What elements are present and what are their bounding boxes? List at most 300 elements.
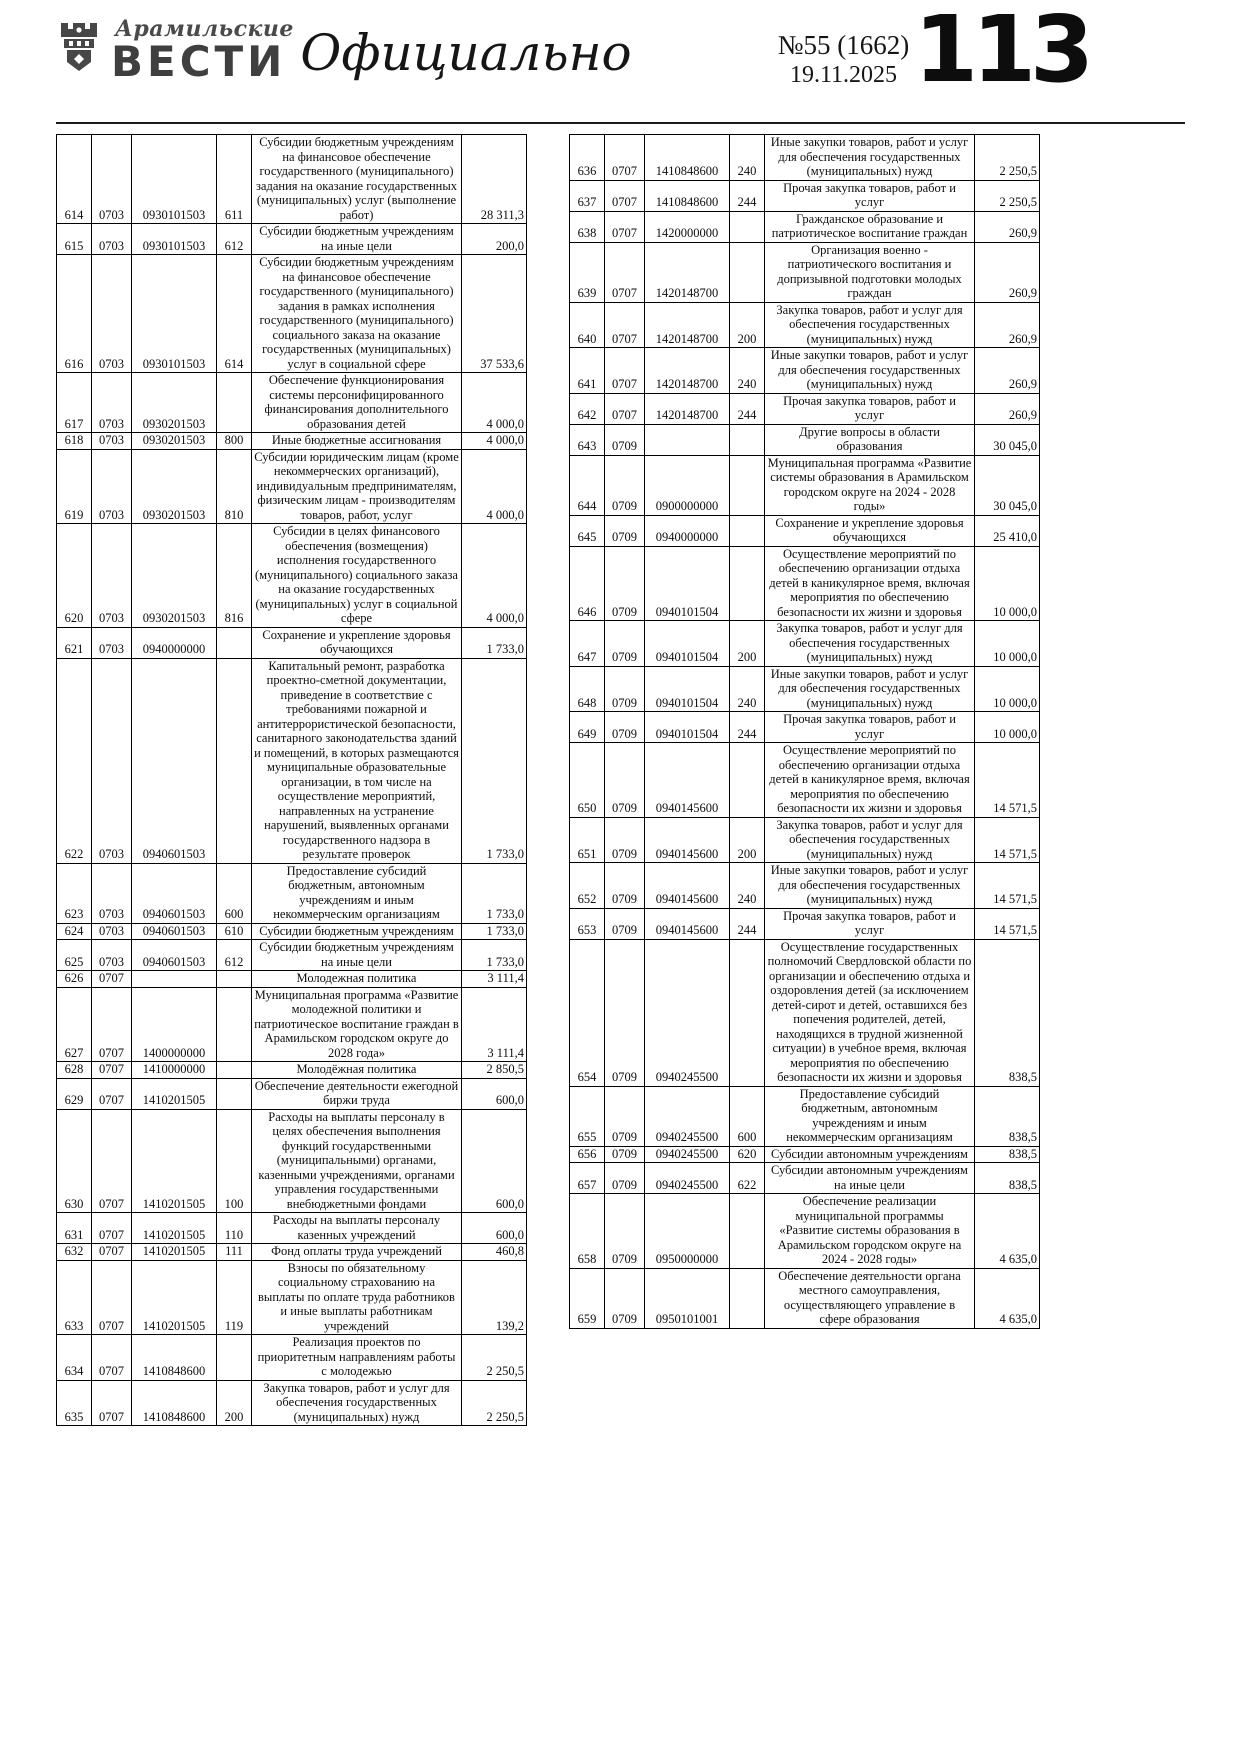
cell-name: Муниципальная программа «Развитие молодежной политики и патриотическое воспитание граждан в Арамильском городском округе до 2028 года» — [252, 987, 462, 1062]
table-row — [57, 373, 527, 433]
cell-typ — [217, 658, 252, 863]
cell-name: Предоставление субсидий бюджетным, автономным учреждениям и иным некоммерческим организациям — [765, 1086, 975, 1146]
cell-typ — [730, 515, 765, 546]
cell-typ — [217, 627, 252, 658]
cell-typ — [730, 455, 765, 515]
table-row — [57, 923, 527, 940]
cell-num: 651 — [570, 817, 605, 863]
cell-tgt: 0940101504 — [645, 712, 730, 743]
cell-typ — [730, 242, 765, 302]
cell-name: Субсидии бюджетным учреждениям на иные цели — [252, 224, 462, 255]
cell-tgt: 0940601503 — [132, 940, 217, 971]
cell-tgt: 0940145600 — [645, 908, 730, 939]
cell-tgt: 1420000000 — [645, 211, 730, 242]
cell-num: 635 — [57, 1380, 92, 1426]
cell-tgt: 1410201505 — [132, 1078, 217, 1109]
cell-name: Расходы на выплаты персоналу в целях обеспечения выполнения функций государственными (муниципальными) органами, казенными учреждениями, органами управления государственными внебюджетными фондами — [252, 1109, 462, 1213]
table-row — [570, 242, 1040, 302]
cell-typ: 614 — [217, 255, 252, 373]
table-row — [570, 1146, 1040, 1163]
cell-sec: 0703 — [92, 255, 132, 373]
cell-amount: 10 000,0 — [975, 666, 1040, 712]
cell-amount: 1 733,0 — [462, 940, 527, 971]
cell-typ: 611 — [217, 135, 252, 224]
table-row — [57, 1078, 527, 1109]
cell-name: Закупка товаров, работ и услуг для обеспечения государственных (муниципальных) нужд — [765, 621, 975, 667]
cell-num: 624 — [57, 923, 92, 940]
cell-tgt — [645, 424, 730, 455]
cell-amount: 838,5 — [975, 939, 1040, 1086]
cell-sec: 0707 — [92, 1109, 132, 1213]
cell-num: 629 — [57, 1078, 92, 1109]
table-row — [57, 1380, 527, 1426]
cell-amount: 4 000,0 — [462, 373, 527, 433]
cell-tgt: 0940601503 — [132, 863, 217, 923]
cell-amount: 260,9 — [975, 242, 1040, 302]
cell-name: Субсидии бюджетным учреждениям — [252, 923, 462, 940]
cell-amount: 14 571,5 — [975, 908, 1040, 939]
cell-tgt: 0940101504 — [645, 666, 730, 712]
cell-sec: 0709 — [605, 863, 645, 909]
cell-num: 641 — [570, 348, 605, 394]
cell-amount: 1 733,0 — [462, 863, 527, 923]
cell-tgt: 0940245500 — [645, 1086, 730, 1146]
issue-number: №55 (1662) — [777, 30, 910, 60]
cell-sec: 0707 — [605, 135, 645, 181]
cell-typ: 200 — [730, 621, 765, 667]
cell-typ: 612 — [217, 940, 252, 971]
cell-amount: 260,9 — [975, 211, 1040, 242]
cell-sec: 0709 — [605, 1146, 645, 1163]
cell-name: Сохранение и укрепление здоровья обучающихся — [252, 627, 462, 658]
cell-tgt: 1410000000 — [132, 1062, 217, 1079]
cell-sec: 0709 — [605, 621, 645, 667]
cell-typ: 200 — [730, 817, 765, 863]
cell-sec: 0703 — [92, 224, 132, 255]
cell-sec: 0707 — [92, 1062, 132, 1079]
cell-name: Молодёжная политика — [252, 1062, 462, 1079]
cell-amount: 14 571,5 — [975, 743, 1040, 818]
cell-sec: 0703 — [92, 627, 132, 658]
table-row — [57, 135, 527, 224]
cell-tgt: 0940145600 — [645, 863, 730, 909]
cell-sec: 0707 — [605, 302, 645, 348]
cell-name: Осуществление государственных полномочий Свердловской области по организации и обеспечению отдыха и оздоровления детей (за исключением детей-сирот и детей, оставшихся без попечения родителей, детей, находящихся в трудной жизненной ситуации) в учебное время, включая мероприятия по обеспечению безопасности их жизни и здоровья — [765, 939, 975, 1086]
cell-num: 649 — [570, 712, 605, 743]
cell-name: Фонд оплаты труда учреждений — [252, 1244, 462, 1261]
cell-tgt: 0940245500 — [645, 1163, 730, 1194]
cell-name: Субсидии юридическим лицам (кроме некоммерческих организаций), индивидуальным предпринимателям, физическим лицам - производителям товаров, работ, услуг — [252, 449, 462, 524]
cell-name: Закупка товаров, работ и услуг для обеспечения государственных (муниципальных) нужд — [252, 1380, 462, 1426]
cell-typ: 600 — [217, 863, 252, 923]
cell-num: 659 — [570, 1268, 605, 1328]
section-title: Официально — [300, 24, 632, 82]
cell-name: Субсидии в целях финансового обеспечения (возмещения) исполнения государственного (муниципального) социального заказа на оказание государственных (муниципальных) услуг в социальной сфере — [252, 524, 462, 628]
cell-tgt: 1420148700 — [645, 302, 730, 348]
cell-typ — [217, 373, 252, 433]
cell-tgt: 0900000000 — [645, 455, 730, 515]
cell-typ: 810 — [217, 449, 252, 524]
cell-name: Прочая закупка товаров, работ и услуг — [765, 712, 975, 743]
cell-name: Сохранение и укрепление здоровья обучающихся — [765, 515, 975, 546]
cell-name: Субсидии автономным учреждениям на иные цели — [765, 1163, 975, 1194]
cell-sec: 0709 — [605, 546, 645, 621]
cell-typ — [217, 1078, 252, 1109]
cell-amount: 10 000,0 — [975, 621, 1040, 667]
table-row — [57, 433, 527, 450]
cell-tgt: 0940101504 — [645, 546, 730, 621]
cell-num: 656 — [570, 1146, 605, 1163]
cell-num: 631 — [57, 1213, 92, 1244]
cell-name: Обеспечение реализации муниципальной программы «Развитие системы образования в Арамильском городском округе на 2024 - 2028 годы» — [765, 1194, 975, 1269]
cell-num: 637 — [570, 180, 605, 211]
cell-typ: 600 — [730, 1086, 765, 1146]
cell-tgt: 1400000000 — [132, 987, 217, 1062]
cell-amount: 3 111,4 — [462, 971, 527, 988]
cell-sec: 0709 — [605, 515, 645, 546]
cell-amount: 2 850,5 — [462, 1062, 527, 1079]
cell-tgt: 1410848600 — [132, 1380, 217, 1426]
cell-name: Обеспечение функционирования системы персонифицированного финансирования дополнительного образования детей — [252, 373, 462, 433]
cell-tgt: 0940601503 — [132, 658, 217, 863]
cell-typ — [217, 987, 252, 1062]
cell-tgt: 1410201505 — [132, 1260, 217, 1335]
cell-name: Расходы на выплаты персоналу казенных учреждений — [252, 1213, 462, 1244]
cell-sec: 0709 — [605, 424, 645, 455]
cell-tgt: 0950000000 — [645, 1194, 730, 1269]
cell-typ: 622 — [730, 1163, 765, 1194]
cell-amount: 200,0 — [462, 224, 527, 255]
cell-amount: 4 635,0 — [975, 1268, 1040, 1328]
brand-name-top: Арамильские — [115, 16, 294, 42]
cell-tgt: 1420148700 — [645, 393, 730, 424]
cell-num: 643 — [570, 424, 605, 455]
cell-typ: 244 — [730, 908, 765, 939]
cell-amount: 838,5 — [975, 1086, 1040, 1146]
cell-typ: 240 — [730, 666, 765, 712]
table-row — [570, 455, 1040, 515]
cell-amount: 10 000,0 — [975, 712, 1040, 743]
cell-num: 654 — [570, 939, 605, 1086]
cell-amount: 25 410,0 — [975, 515, 1040, 546]
cell-typ — [730, 743, 765, 818]
cell-sec: 0707 — [92, 1335, 132, 1381]
cell-num: 622 — [57, 658, 92, 863]
cell-sec: 0707 — [92, 1078, 132, 1109]
cell-tgt: 1420148700 — [645, 348, 730, 394]
cell-tgt: 1410201505 — [132, 1244, 217, 1261]
cell-amount: 2 250,5 — [975, 180, 1040, 211]
cell-name: Закупка товаров, работ и услуг для обеспечения государственных (муниципальных) нужд — [765, 302, 975, 348]
cell-tgt: 0940245500 — [645, 1146, 730, 1163]
cell-sec: 0707 — [92, 1380, 132, 1426]
cell-name: Организация военно - патриотического воспитания и допризывной подготовки молодых граждан — [765, 242, 975, 302]
cell-tgt: 0940145600 — [645, 817, 730, 863]
cell-amount: 2 250,5 — [462, 1380, 527, 1426]
cell-amount: 838,5 — [975, 1163, 1040, 1194]
cell-typ: 610 — [217, 923, 252, 940]
cell-typ — [217, 971, 252, 988]
cell-sec: 0707 — [605, 180, 645, 211]
table-row — [57, 1244, 527, 1261]
cell-tgt — [132, 971, 217, 988]
cell-typ: 244 — [730, 712, 765, 743]
cell-num: 619 — [57, 449, 92, 524]
cell-amount: 30 045,0 — [975, 424, 1040, 455]
table-row — [570, 1194, 1040, 1269]
issue-block — [756, 30, 931, 90]
cell-name: Обеспечение деятельности органа местного самоуправления, осуществляющего управление в сфере образования — [765, 1268, 975, 1328]
cell-name: Иные закупки товаров, работ и услуг для обеспечения государственных (муниципальных) нужд — [765, 348, 975, 394]
cell-name: Осуществление мероприятий по обеспечению организации отдыха детей в каникулярное время, включая мероприятия по обеспечению безопасности их жизни и здоровья — [765, 743, 975, 818]
table-row — [57, 1062, 527, 1079]
cell-amount: 3 111,4 — [462, 987, 527, 1062]
cell-tgt: 1410848600 — [132, 1335, 217, 1381]
cell-name: Субсидии бюджетным учреждениям на финансовое обеспечение государственного (муниципального) задания на оказание государственных (муниципальных) услуг (выполнение работ) — [252, 135, 462, 224]
cell-amount: 139,2 — [462, 1260, 527, 1335]
cell-tgt: 1410201505 — [132, 1213, 217, 1244]
cell-sec: 0709 — [605, 817, 645, 863]
cell-tgt: 1410201505 — [132, 1109, 217, 1213]
cell-sec: 0703 — [92, 524, 132, 628]
cell-num: 618 — [57, 433, 92, 450]
cell-tgt: 0940000000 — [645, 515, 730, 546]
cell-name: Иные закупки товаров, работ и услуг для обеспечения государственных (муниципальных) нужд — [765, 135, 975, 181]
cell-amount: 1 733,0 — [462, 658, 527, 863]
cell-name: Обеспечение деятельности ежегодной биржи труда — [252, 1078, 462, 1109]
cell-typ — [730, 1268, 765, 1328]
cell-typ: 244 — [730, 180, 765, 211]
cell-num: 634 — [57, 1335, 92, 1381]
cell-sec: 0709 — [605, 743, 645, 818]
cell-tgt: 1420148700 — [645, 242, 730, 302]
cell-num: 617 — [57, 373, 92, 433]
table-row — [570, 515, 1040, 546]
cell-sec: 0709 — [605, 1194, 645, 1269]
cell-sec: 0709 — [605, 1268, 645, 1328]
cell-amount: 14 571,5 — [975, 817, 1040, 863]
cell-amount: 37 533,6 — [462, 255, 527, 373]
cell-name: Осуществление мероприятий по обеспечению организации отдыха детей в каникулярное время, включая мероприятия по обеспечению безопасности их жизни и здоровья — [765, 546, 975, 621]
cell-amount: 600,0 — [462, 1078, 527, 1109]
cell-name: Капитальный ремонт, разработка проектно-сметной документации, приведение в соответствие с требованиями пожарной и антитеррористической безопасности, санитарного законодательства зданий и помещений, в которых размещаются муниципальные образовательные организации, в том числе на осуществление мероприятий, направленных на устранение нарушений, выявленных органами государственного надзора в результате проверок — [252, 658, 462, 863]
table-row — [57, 1260, 527, 1335]
cell-num: 614 — [57, 135, 92, 224]
cell-num: 657 — [570, 1163, 605, 1194]
cell-num: 633 — [57, 1260, 92, 1335]
table-row — [570, 546, 1040, 621]
cell-typ: 111 — [217, 1244, 252, 1261]
cell-amount: 2 250,5 — [462, 1335, 527, 1381]
fortress-emblem-icon — [56, 17, 102, 80]
cell-tgt: 0930201503 — [132, 373, 217, 433]
cell-num: 627 — [57, 987, 92, 1062]
cell-tgt: 0940245500 — [645, 939, 730, 1086]
brand-text — [111, 16, 294, 86]
cell-typ: 620 — [730, 1146, 765, 1163]
cell-amount: 4 000,0 — [462, 524, 527, 628]
cell-tgt: 0930101503 — [132, 135, 217, 224]
cell-sec: 0707 — [605, 393, 645, 424]
cell-typ: 100 — [217, 1109, 252, 1213]
table-row — [57, 940, 527, 971]
cell-amount: 14 571,5 — [975, 863, 1040, 909]
cell-num: 630 — [57, 1109, 92, 1213]
table-row — [570, 908, 1040, 939]
table-row — [570, 712, 1040, 743]
cell-num: 616 — [57, 255, 92, 373]
table-row — [57, 658, 527, 863]
cell-num: 632 — [57, 1244, 92, 1261]
cell-sec: 0709 — [605, 455, 645, 515]
cell-num: 655 — [570, 1086, 605, 1146]
cell-sec: 0703 — [92, 658, 132, 863]
cell-tgt: 0940000000 — [132, 627, 217, 658]
cell-typ: 200 — [217, 1380, 252, 1426]
table-row — [570, 211, 1040, 242]
cell-amount: 4 000,0 — [462, 433, 527, 450]
budget-table-columns — [56, 134, 1241, 1426]
cell-amount: 30 045,0 — [975, 455, 1040, 515]
table-row — [570, 863, 1040, 909]
budget-table-left — [56, 134, 527, 1426]
cell-typ: 816 — [217, 524, 252, 628]
cell-num: 658 — [570, 1194, 605, 1269]
cell-sec: 0703 — [92, 940, 132, 971]
page-number: 113 — [914, 0, 1089, 103]
cell-name: Муниципальная программа «Развитие системы образования в Арамильском городском округе на 2024 - 2028 годы» — [765, 455, 975, 515]
cell-tgt: 1410848600 — [645, 180, 730, 211]
cell-amount: 28 311,3 — [462, 135, 527, 224]
cell-name: Другие вопросы в области образования — [765, 424, 975, 455]
cell-num: 645 — [570, 515, 605, 546]
table-row — [57, 1109, 527, 1213]
cell-sec: 0707 — [92, 971, 132, 988]
cell-sec: 0703 — [92, 373, 132, 433]
cell-amount: 838,5 — [975, 1146, 1040, 1163]
cell-tgt: 0930101503 — [132, 255, 217, 373]
cell-typ — [730, 546, 765, 621]
brand-name-bottom: ВЕСТИ — [111, 37, 287, 86]
cell-num: 652 — [570, 863, 605, 909]
table-row — [57, 224, 527, 255]
cell-num: 636 — [570, 135, 605, 181]
cell-tgt: 0930201503 — [132, 449, 217, 524]
cell-sec: 0707 — [605, 211, 645, 242]
cell-sec: 0709 — [605, 1086, 645, 1146]
cell-num: 638 — [570, 211, 605, 242]
cell-num: 650 — [570, 743, 605, 818]
cell-tgt: 0940601503 — [132, 923, 217, 940]
cell-tgt: 0930201503 — [132, 524, 217, 628]
cell-typ: 110 — [217, 1213, 252, 1244]
cell-amount: 260,9 — [975, 302, 1040, 348]
cell-name: Прочая закупка товаров, работ и услуг — [765, 908, 975, 939]
cell-typ: 119 — [217, 1260, 252, 1335]
cell-num: 621 — [57, 627, 92, 658]
cell-sec: 0709 — [605, 712, 645, 743]
table-row — [570, 180, 1040, 211]
cell-num: 615 — [57, 224, 92, 255]
cell-sec: 0703 — [92, 449, 132, 524]
table-row — [570, 817, 1040, 863]
cell-tgt: 0940145600 — [645, 743, 730, 818]
cell-amount: 600,0 — [462, 1213, 527, 1244]
cell-sec: 0707 — [92, 1244, 132, 1261]
cell-num: 623 — [57, 863, 92, 923]
cell-sec: 0703 — [92, 135, 132, 224]
cell-typ — [730, 424, 765, 455]
cell-num: 646 — [570, 546, 605, 621]
table-row — [57, 1335, 527, 1381]
cell-num: 626 — [57, 971, 92, 988]
cell-num: 625 — [57, 940, 92, 971]
brand-logo — [56, 16, 294, 86]
cell-sec: 0703 — [92, 433, 132, 450]
cell-num: 640 — [570, 302, 605, 348]
cell-tgt: 0930201503 — [132, 433, 217, 450]
cell-tgt: 0950101001 — [645, 1268, 730, 1328]
cell-num: 639 — [570, 242, 605, 302]
table-row — [570, 666, 1040, 712]
table-row — [570, 393, 1040, 424]
cell-name: Иные закупки товаров, работ и услуг для обеспечения государственных (муниципальных) нужд — [765, 666, 975, 712]
cell-num: 647 — [570, 621, 605, 667]
cell-amount: 4 000,0 — [462, 449, 527, 524]
table-row — [570, 1163, 1040, 1194]
cell-name: Предоставление субсидий бюджетным, автономным учреждениям и иным некоммерческим организациям — [252, 863, 462, 923]
table-row — [57, 627, 527, 658]
cell-typ: 240 — [730, 135, 765, 181]
cell-sec: 0709 — [605, 939, 645, 1086]
cell-typ: 800 — [217, 433, 252, 450]
cell-sec: 0709 — [605, 908, 645, 939]
cell-sec: 0707 — [92, 1260, 132, 1335]
cell-name: Субсидии автономным учреждениям — [765, 1146, 975, 1163]
cell-sec: 0707 — [605, 348, 645, 394]
table-row — [57, 863, 527, 923]
cell-num: 648 — [570, 666, 605, 712]
budget-table-right — [569, 134, 1040, 1329]
table-row — [57, 987, 527, 1062]
table-row — [570, 939, 1040, 1086]
table-row — [57, 524, 527, 628]
table-row — [57, 449, 527, 524]
cell-typ — [730, 939, 765, 1086]
cell-name: Молодежная политика — [252, 971, 462, 988]
table-row — [57, 971, 527, 988]
cell-typ: 244 — [730, 393, 765, 424]
cell-name: Закупка товаров, работ и услуг для обеспечения государственных (муниципальных) нужд — [765, 817, 975, 863]
cell-typ — [217, 1062, 252, 1079]
cell-typ: 612 — [217, 224, 252, 255]
cell-name: Взносы по обязательному социальному страхованию на выплаты по оплате труда работников и иные выплаты работникам учреждений — [252, 1260, 462, 1335]
cell-typ — [730, 211, 765, 242]
cell-tgt: 0940101504 — [645, 621, 730, 667]
cell-name: Реализация проектов по приоритетным направлениям работы с молодежью — [252, 1335, 462, 1381]
cell-typ: 240 — [730, 348, 765, 394]
cell-amount: 1 733,0 — [462, 923, 527, 940]
cell-name: Субсидии бюджетным учреждениям на иные цели — [252, 940, 462, 971]
table-row — [570, 424, 1040, 455]
cell-typ: 200 — [730, 302, 765, 348]
cell-sec: 0707 — [605, 242, 645, 302]
cell-amount: 10 000,0 — [975, 546, 1040, 621]
table-row — [57, 255, 527, 373]
cell-typ — [730, 1194, 765, 1269]
cell-num: 642 — [570, 393, 605, 424]
cell-name: Гражданское образование и патриотическое воспитание граждан — [765, 211, 975, 242]
